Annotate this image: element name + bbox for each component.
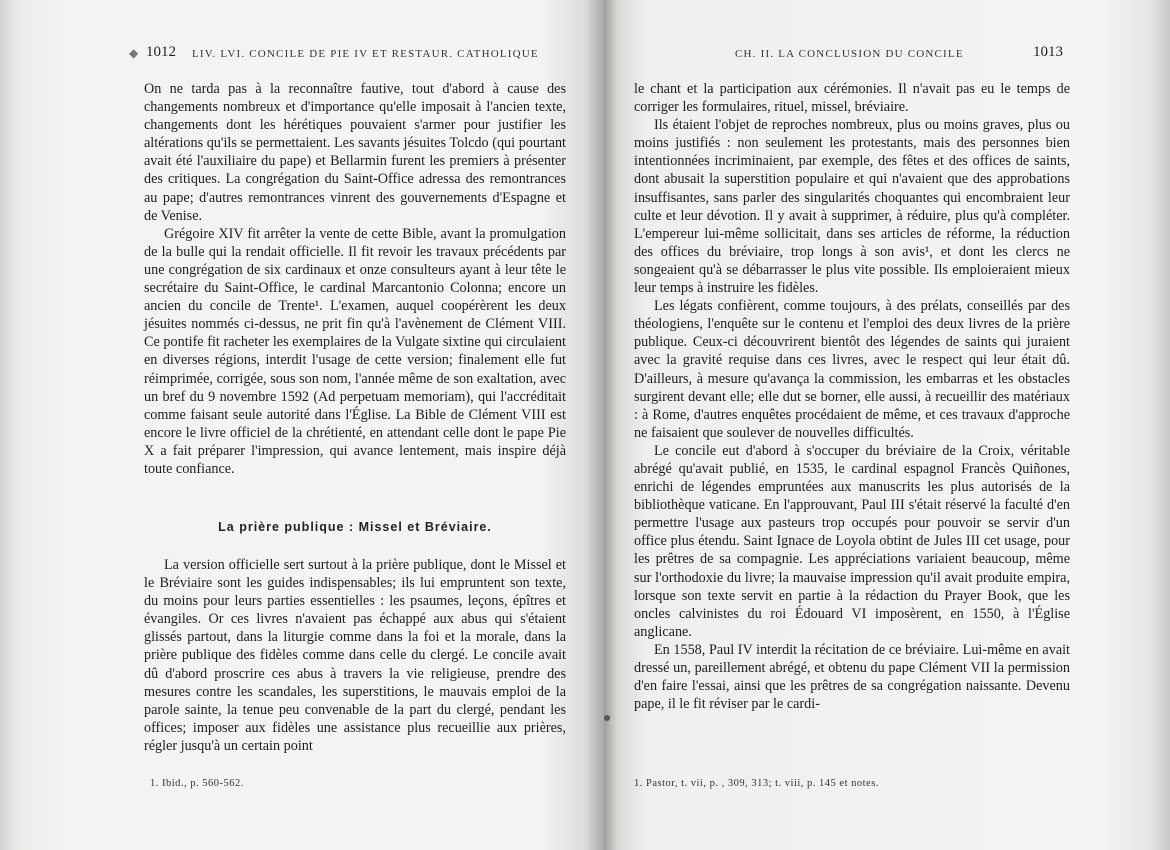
page-number: 1012 [146,44,176,60]
body-text [144,80,566,478]
body-text [634,80,1070,713]
running-head: CH. II. LA CONCLUSION DU CONCILE [735,48,964,60]
right-page [604,0,1170,850]
footnote: 1. Ibid., p. 560-562. [150,778,244,789]
binding-mark-icon [604,715,610,721]
paragraph: En 1558, Paul IV interdit la récitation de ce bréviaire. Lui-même en avait dressé un, pareillement abrégé, et obtenu du pape Clément VII la permission d'en faire l'essai, ainsi que les prêtres de sa congrégation naissante. Devenu pape, il le fit réviser par le cardi- [634,641,1070,713]
paragraph: Le concile eut d'abord à s'occuper du bréviaire de la Croix, véritable abrégé qu'avait publié, en 1535, le cardinal espagnol Francès Quiñones, enrichi de légendes empruntées aux manuscrits les plus autorisés de la bibliothèque vaticane. En l'approuvant, Paul III s'était réservé la faculté d'en permettre l'usage aux pasteurs trop occupés pour pouvoir se servir d'un office plus étendu. Saint Ignace de Loyola obtint de Jules III cet usage, pour les prêtres de sa compagnie. Les appréciations variaient beaucoup, même sur l'orthodoxie du livre; la mauvaise impression qu'il avait produite empira, lorsque son texte servit en partie à la rédaction du Prayer Book, que les oncles calvinistes du roi Édouard VI imposèrent, en 1550, à l'Église anglicane. [634,442,1070,640]
page-number: 1013 [1033,44,1063,60]
paragraph: Les légats confièrent, comme toujours, à des prélats, conseillés par des théologiens, l'enquête sur le contenu et l'emploi des deux livres de la prière publique. Ceux-ci découvrirent bientôt des légendes de saints qui juraient avec la gravité requise dans ces livres, avec le respect qui leur était dû. D'ailleurs, à mesure qu'avança la commission, les embarras et les obstacles surgirent devant elle; elle dut se borner, elle aussi, à recueillir des matériaux : à Rome, d'autres enquêtes procédaient de même, et ces travaux d'approche ne faisaient que soulever de nouvelles difficultés. [634,298,1070,441]
section-heading: La prière publique : Missel et Bréviaire. [218,520,492,534]
paragraph: Ils étaient l'objet de reproches nombreux, plus ou moins graves, plus ou moins justifiés : non seulement les protestants, mais des personnes bien intentionnées incriminaient, par exemple, des fêtes et des offices de saints, dont abusait la superstition populaire et qui n'avaient que des approbations insuffisantes, sans parler des singularités choquantes qui encombraient leur culte et leur dévotion. Il y avait à supprimer, à réduire, plus qu'à compléter. L'empereur lui-même sollicitait, dans ses articles de réforme, la réduction des offices du bréviaire, trop longs à son avis¹, et dont les clercs ne songeaient qu'à se débarrasser le plus vite possible. Ils emploieraient mieux leur temps à instruire les fidèles. [634,117,1070,297]
stain-mark-icon: ◆ [129,46,139,60]
paragraph: Grégoire XIV fit arrêter la vente de cette Bible, avant la promulgation de la bulle qui la rendait officielle. Il fit revoir les travaux précédents par une congrégation de six cardinaux et onze consulteurs ayant à leur tête le secrétaire du Saint-Office, le cardinal Marcantonio Colonna; encore un ancien du concile de Trente¹. L'examen, auquel coopérèrent les deux jésuites nommés ci-dessus, ne prit fin qu'à l'avènement de Clément VIII. Ce pontife fit racheter les exemplaires de la Vulgate sixtine qui circulaient en diverses régions, interdit l'usage de cette version; finalement elle fut réimprimée, corrigée, sous son nom, l'année même de son exaltation, avec un bref du 9 novembre 1592 (Ad perpetuam memoriam), qui l'accréditait comme faisant seule autorité dans l'Église. La Bible de Clément VIII est encore le livre officiel de la chrétienté, en attendant celle dont le pape Pie X a fait préparer l'impression, qui avance lentement, mais inspire déjà toute confiance. [144,225,566,477]
running-head: LIV. LVI. CONCILE DE PIE IV ET RESTAUR. CATHOLIQUE [192,48,539,60]
paragraph: La version officielle sert surtout à la prière publique, dont le Missel et le Bréviaire sont les guides indispensables; ils lui empruntent son texte, du moins pour leurs parties essentielles : les psaumes, leçons, épîtres et évangiles. Or ces livres n'avaient pas échappé aux abus qui s'étaient glissés partout, dans la liturgie comme dans la foi et la morale, dans la prière publique des fidèles comme dans celle du clergé. Le concile avait dû d'abord proscrire ces abus à travers la vie religieuse, prendre des mesures contre les scandales, les superstitions, le mauvais emploi de la parole sainte, la tenue peu convenable de la part du clergé, pendant les offices; imposer aux fidèles une assistance plus recueillie aux prières, régler jusqu'à un certain point [144,557,566,754]
paragraph: On ne tarda pas à la reconnaître fautive, tout d'abord à cause des changements nombreux et d'importance qu'elle imposait à l'ancien texte, changements dont les hérétiques pouvaient s'armer pour justifier les altérations qu'ils se permettaient. Les savants jésuites Tolcdo (qui pourtant avait été l'auxiliaire du pape) et Bellarmin furent les premiers à présenter des critiques. La congrégation du Saint-Office adressa des remontrances au pape; d'autres remontrances vinrent des gouvernements d'Espagne et de Venise. [144,81,566,224]
section-body-text [144,556,566,755]
paragraph: le chant et la participation aux cérémonies. Il n'avait pas eu le temps de corriger les formulaires, rituel, missel, bréviaire. [634,81,1070,116]
footnote: 1. Pastor, t. vii, p. , 309, 313; t. viii, p. 145 et notes. [634,778,879,789]
